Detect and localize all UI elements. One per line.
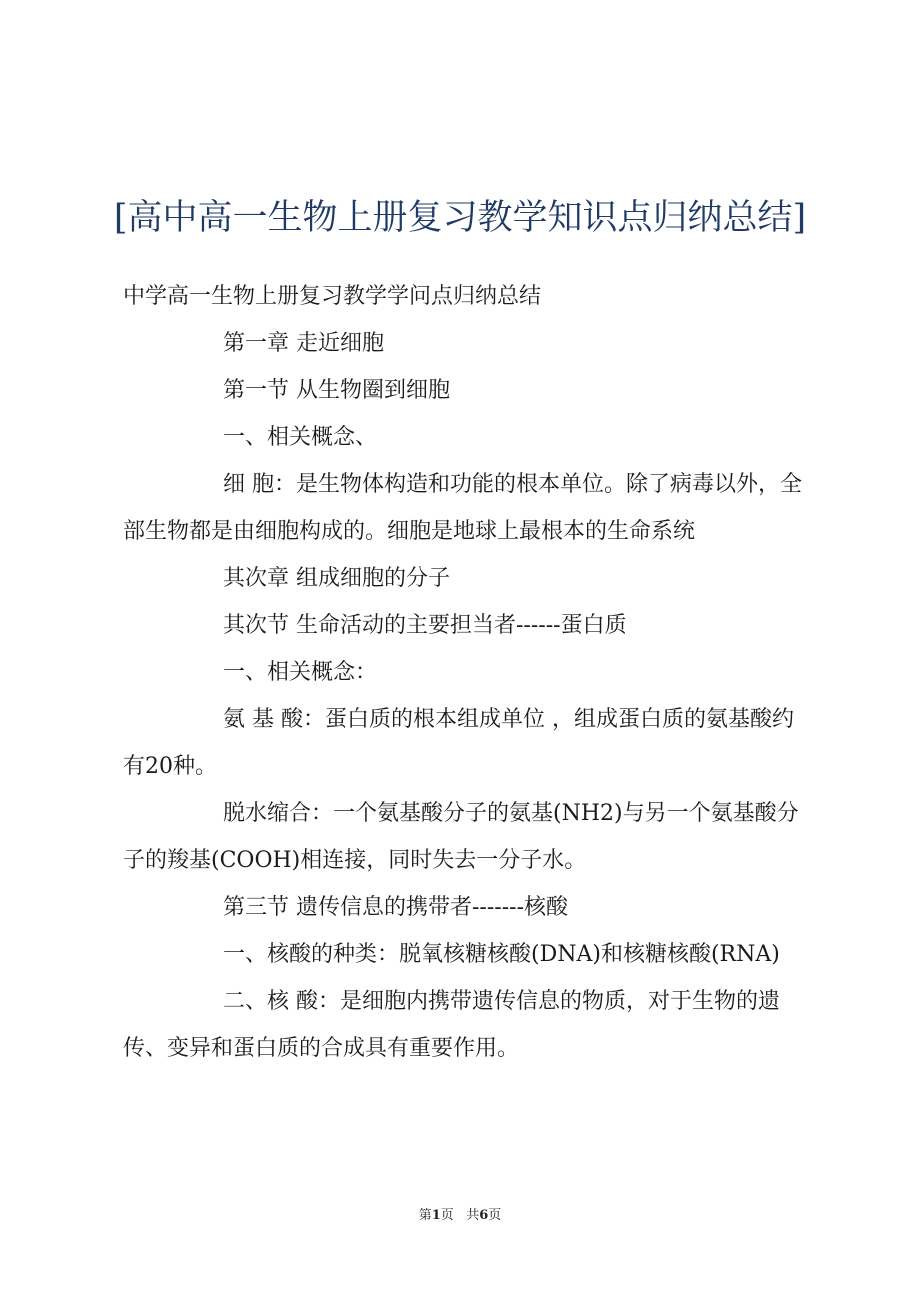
paragraph-concepts-1: 一、相关概念、 — [223, 425, 378, 450]
paragraph-nucleic-definition: 二、核 酸：是细胞内携带遗传信息的物质，对于生物的遗传、变异和蛋白质的合成具有重要作用。 — [123, 989, 780, 1061]
footer-page-suffix: 页 — [440, 1208, 454, 1223]
paragraph-section-1: 第一节 从生物圈到细胞 — [223, 378, 450, 403]
paragraph-section-2: 其次节 生命活动的主要担当者------蛋白质 — [223, 613, 627, 638]
paragraph-amino-acid: 氨 基 酸：蛋白质的根本组成单位 ，组成蛋白质的氨基酸约有20种。 — [123, 707, 794, 779]
paragraph-section-3: 第三节 遗传信息的携带者-------核酸 — [223, 895, 569, 920]
paragraph-dehydration: 脱水缩合：一个氨基酸分子的氨基(NH2)与另一个氨基酸分子的羧基(COOH)相连接，同时失去一分子水。 — [123, 801, 799, 873]
footer-total-prefix: 共 — [466, 1208, 480, 1223]
document-title: [高中高一生物上册复习教学知识点归纳总结] — [113, 198, 807, 238]
paragraph-concepts-2: 一、相关概念： — [223, 660, 378, 685]
footer-page-number: 1 — [431, 1208, 441, 1223]
page-footer — [0, 1204, 920, 1223]
footer-total-pages: 6 — [479, 1208, 489, 1223]
paragraph-nucleic-types: 一、核酸的种类：脱氧核糖核酸(DNA)和核糖核酸(RNA) — [223, 942, 780, 967]
paragraph-heading: 中学高一生物上册复习教学学问点归纳总结 — [123, 284, 542, 309]
paragraph-chapter-1: 第一章 走近细胞 — [223, 331, 384, 356]
document-body — [123, 273, 803, 1072]
paragraph-chapter-2: 其次章 组成细胞的分子 — [223, 566, 450, 591]
paragraph-cell-definition: 细 胞：是生物体构造和功能的根本单位。除了病毒以外，全部生物都是由细胞构成的。细胞是地球上最根本的生命系统 — [123, 472, 802, 544]
footer-total-suffix: 页 — [488, 1208, 502, 1223]
footer-page-prefix: 第 — [418, 1208, 432, 1223]
